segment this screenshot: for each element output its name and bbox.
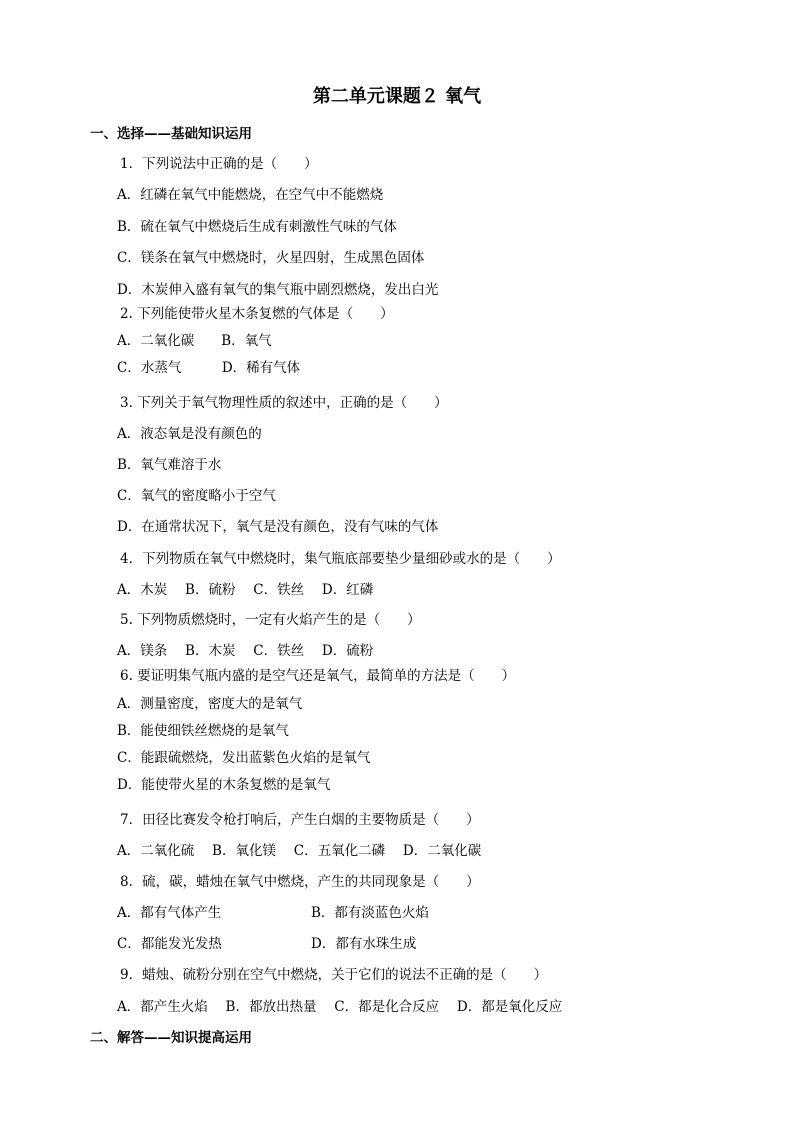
question-8: 8．硫，碳，蜡烛在氧气中燃烧，产生的共同现象是（ ）	[120, 874, 480, 890]
options-7: A．二氧化硫 B．氧化镁 C．五氧化二磷 D．二氧化碳	[117, 843, 482, 859]
question-1: 1．下列说法中正确的是（ ）	[120, 156, 318, 172]
section-heading-choice: 一、选择——基础知识运用	[90, 126, 252, 142]
options-4: A．木炭 B．硫粉 C．铁丝 D．红磷	[117, 582, 374, 598]
option-3c: C．氧气的密度略小于空气	[117, 488, 276, 504]
option-3d: D．在通常状况下，氧气是没有颜色，没有气味的气体	[117, 519, 439, 535]
section-heading-answer: 二、解答——知识提高运用	[90, 1030, 252, 1046]
question-5: 5. 下列物质燃烧时，一定有火焰产生的是（ ）	[120, 612, 421, 628]
option-1a: A．红磷在氧气中能燃烧，在空气中不能燃烧	[117, 187, 384, 203]
option-8b: B．都有淡蓝色火焰	[311, 905, 429, 921]
option-6b: B．能使细铁丝燃烧的是氧气	[117, 723, 289, 739]
option-1d: D．木炭伸入盛有氧气的集气瓶中剧烈燃烧，发出白光	[117, 282, 439, 298]
question-2: 2. 下列能使带火星木条复燃的气体是（ ）	[120, 306, 394, 322]
question-6: 6. 要证明集气瓶内盛的是空气还是氧气，最简单的方法是（ ）	[120, 668, 516, 684]
option-1b: B．硫在氧气中燃烧后生成有刺激性气味的气体	[117, 219, 397, 235]
option-6a: A．测量密度，密度大的是氧气	[117, 696, 303, 712]
option-3b: B．氧气难溶于水	[117, 457, 222, 473]
question-3: 3. 下列关于氧气物理性质的叙述中，正确的是（ ）	[120, 395, 448, 411]
question-4: 4．下列物质在氧气中燃烧时，集气瓶底部要垫少量细砂或水的是（ ）	[120, 551, 561, 567]
options-2cd: C．水蒸气 D．稀有气体	[117, 360, 301, 376]
document-title: 第二单元课题２ 氧气	[312, 86, 482, 107]
option-6d: D．能使带火星的木条复燃的是氧气	[117, 777, 331, 793]
question-9: 9．蜡烛、硫粉分别在空气中燃烧，关于它们的说法不正确的是（ ）	[120, 967, 548, 983]
options-2ab: A．二氧化碳 B．氧气	[117, 333, 272, 349]
option-8d: D．都有水珠生成	[311, 936, 417, 952]
option-3a: A．液态氧是没有颜色的	[117, 426, 262, 442]
options-9: A．都产生火焰 B．都放出热量 C．都是化合反应 D．都是氧化反应	[117, 999, 563, 1015]
option-8c: C．都能发光发热	[117, 936, 222, 952]
option-6c: C．能跟硫燃烧，发出蓝紫色火焰的是氧气	[117, 750, 371, 766]
question-7: 7．田径比赛发令枪打响后，产生白烟的主要物质是（ ）	[120, 812, 480, 828]
options-5: A．镁条 B．木炭 C．铁丝 D．硫粉	[117, 643, 374, 659]
option-8a: A．都有气体产生	[117, 905, 222, 921]
option-1c: C．镁条在氧气中燃烧时，火星四射，生成黑色固体	[117, 250, 425, 266]
